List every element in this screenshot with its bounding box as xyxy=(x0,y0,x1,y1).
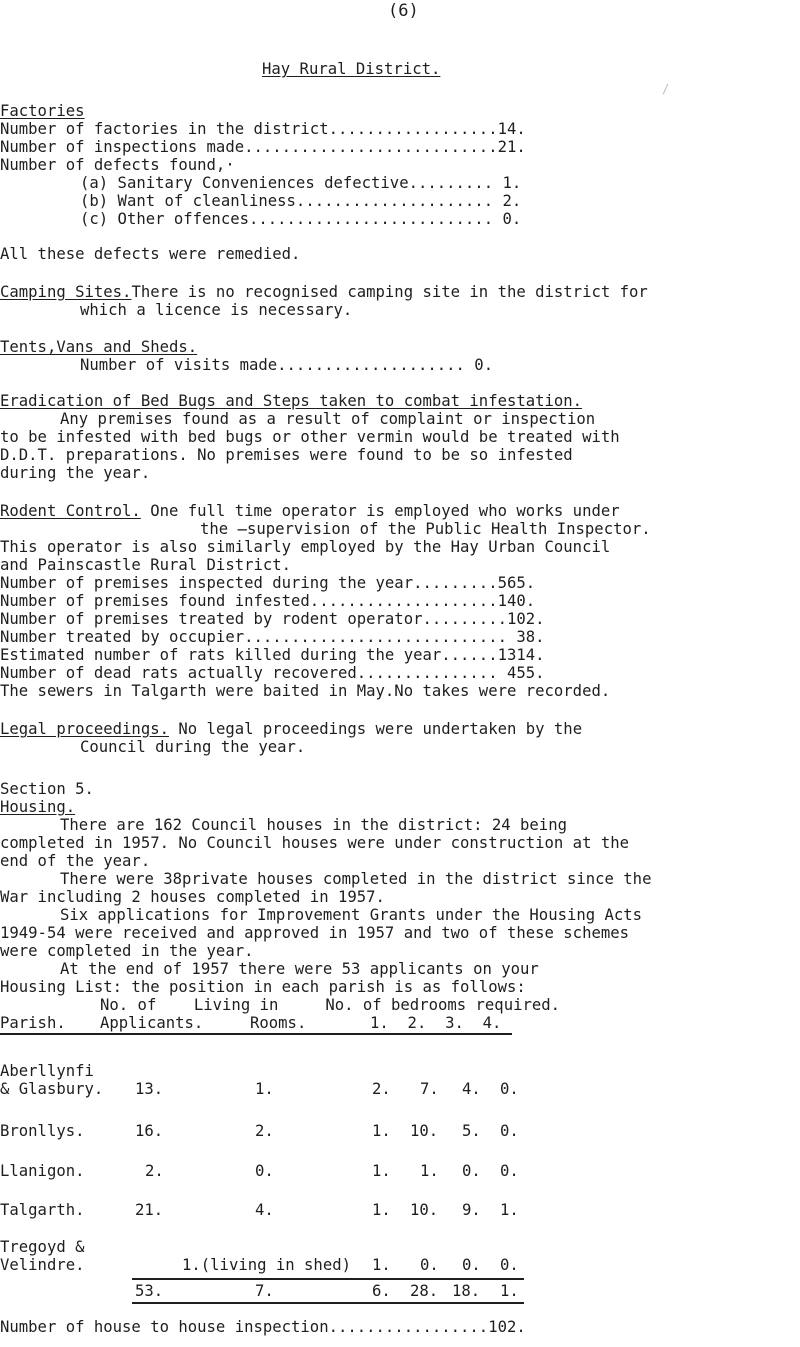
row-applicants: 13. xyxy=(135,1080,164,1098)
row-parish-cont: & Glasbury. xyxy=(0,1080,104,1098)
table-header-rule xyxy=(0,1033,512,1035)
defects-remedied-line: All these defects were remedied. xyxy=(0,245,301,263)
row-parish: Bronllys. xyxy=(0,1122,85,1140)
row-bed3: 0. xyxy=(462,1162,481,1180)
totals-rule-top xyxy=(132,1278,524,1280)
row-bed1: 1. xyxy=(372,1256,391,1274)
legal-line-2: Council during the year. xyxy=(80,738,306,756)
totals-rule-bottom xyxy=(132,1302,524,1304)
camping-heading: Camping Sites. xyxy=(0,283,132,301)
legal-text-1: No legal proceedings were undertaken by the xyxy=(169,720,583,738)
row-parish: Tregoyd & xyxy=(0,1238,85,1256)
bedbugs-heading: Eradication of Bed Bugs and Steps taken to combat infestation. xyxy=(0,392,583,410)
table-header-rooms: Rooms. xyxy=(250,1014,307,1032)
row-bed1: 1. xyxy=(372,1162,391,1180)
legal-heading: Legal proceedings. xyxy=(0,720,169,738)
table-header-parish: Parish. xyxy=(0,1014,66,1032)
row-bed2: 10. xyxy=(410,1201,439,1219)
tents-heading: Tents,Vans and Sheds. xyxy=(0,338,198,356)
table-header-bedrooms: 1. 2. 3. 4. xyxy=(370,1014,502,1032)
row-bed4: 0. xyxy=(500,1256,519,1274)
housing-para-4: There were 38private houses completed in the district since the xyxy=(60,870,652,888)
row-bed4: 1. xyxy=(500,1201,519,1219)
row-bed3: 0. xyxy=(462,1256,481,1274)
factories-count-line: Number of factories in the district..................14. xyxy=(0,120,526,138)
row-rooms: 1.(living in shed) xyxy=(182,1256,351,1274)
row-bed4: 0. xyxy=(500,1122,519,1140)
rodent-heading: Rodent Control. xyxy=(0,502,141,520)
row-bed3: 5. xyxy=(462,1122,481,1140)
row-rooms: 0. xyxy=(255,1162,274,1180)
row-bed4: 0. xyxy=(500,1080,519,1098)
table-header-row-1: No. of Living in No. of bedrooms required. xyxy=(100,996,561,1014)
total-bed3: 18. xyxy=(452,1282,481,1300)
row-rooms: 4. xyxy=(255,1201,274,1219)
housing-para-9: At the end of 1957 there were 53 applicants on your xyxy=(60,960,539,978)
defects-found-line: Number of defects found,· xyxy=(0,156,235,174)
row-bed4: 0. xyxy=(500,1162,519,1180)
row-bed1: 1. xyxy=(372,1122,391,1140)
row-parish: Llanigon. xyxy=(0,1162,85,1180)
page-title: Hay Rural District. xyxy=(262,60,441,78)
row-bed1: 2. xyxy=(372,1080,391,1098)
rodent-treated-occupier: Number treated by occupier............................ 38. xyxy=(0,628,545,646)
legal-line-1 xyxy=(0,720,582,738)
row-bed1: 1. xyxy=(372,1201,391,1219)
row-applicants: 21. xyxy=(135,1201,164,1219)
total-bed2: 28. xyxy=(410,1282,439,1300)
house-inspection-line: Number of house to house inspection.................102. xyxy=(0,1318,526,1336)
rodent-line-3: This operator is also similarly employed by the Hay Urban Council xyxy=(0,538,611,556)
row-bed2: 10. xyxy=(410,1122,439,1140)
rodent-premises-inspected: Number of premises inspected during the year.........565. xyxy=(0,574,536,592)
row-applicants: 16. xyxy=(135,1122,164,1140)
row-rooms: 2. xyxy=(255,1122,274,1140)
housing-para-2: completed in 1957. No Council houses were under construction at the xyxy=(0,834,630,852)
rodent-dead-rats: Number of dead rats actually recovered............... 455. xyxy=(0,664,545,682)
table-header-applicants: Applicants. xyxy=(100,1014,204,1032)
row-applicants: 2. xyxy=(145,1162,164,1180)
bedbugs-line-3: D.D.T. preparations. No premises were found to be so infested xyxy=(0,446,573,464)
housing-heading: Housing. xyxy=(0,798,76,816)
total-applicants: 53. xyxy=(135,1282,164,1300)
camping-line-1 xyxy=(0,283,648,301)
camping-text-1: There is no recognised camping site in the district for xyxy=(131,283,648,301)
bedbugs-line-1: Any premises found as a result of complaint or inspection xyxy=(60,410,596,428)
rodent-premises-infested: Number of premises found infested....................140. xyxy=(0,592,536,610)
camping-line-2: which a licence is necessary. xyxy=(80,301,353,319)
rodent-sewers-line: The sewers in Talgarth were baited in May.No takes were recorded. xyxy=(0,682,611,700)
inspections-count-line: Number of inspections made...........................21. xyxy=(0,138,526,156)
row-parish: Talgarth. xyxy=(0,1201,85,1219)
bedbugs-line-2: to be infested with bed bugs or other vermin would be treated with xyxy=(0,428,620,446)
total-bed1: 6. xyxy=(372,1282,391,1300)
housing-para-7: 1949-54 were received and approved in 1957 and two of these schemes xyxy=(0,924,630,942)
housing-para-5: War including 2 houses completed in 1957. xyxy=(0,888,385,906)
defect-cleanliness-line: (b) Want of cleanliness..................... 2. xyxy=(80,192,522,210)
housing-para-1: There are 162 Council houses in the district: 24 being xyxy=(60,816,567,834)
factories-heading: Factories xyxy=(0,102,85,120)
row-bed3: 4. xyxy=(462,1080,481,1098)
housing-para-8: were completed in the year. xyxy=(0,942,254,960)
section5-heading: Section 5. xyxy=(0,780,94,798)
total-bed4: 1. xyxy=(500,1282,519,1300)
housing-para-10: Housing List: the position in each parish is as follows: xyxy=(0,978,526,996)
total-rooms: 7. xyxy=(255,1282,274,1300)
bedbugs-line-4: during the year. xyxy=(0,464,151,482)
row-bed2: 1. xyxy=(420,1162,439,1180)
rodent-text-1: One full time operator is employed who works under xyxy=(140,502,620,520)
row-bed2: 0. xyxy=(420,1256,439,1274)
page-number: (6) xyxy=(388,1,419,21)
defect-sanitary-line: (a) Sanitary Conveniences defective......... 1. xyxy=(80,174,522,192)
scan-speck: / xyxy=(662,82,670,96)
rodent-rats-killed: Estimated number of rats killed during the year......1314. xyxy=(0,646,545,664)
rodent-line-2: the ̶supervision of the Public Health Inspector. xyxy=(200,520,651,538)
row-bed3: 9. xyxy=(462,1201,481,1219)
rodent-line-4: and Painscastle Rural District. xyxy=(0,556,292,574)
housing-para-6: Six applications for Improvement Grants under the Housing Acts xyxy=(60,906,643,924)
row-parish-cont: Velindre. xyxy=(0,1256,85,1274)
row-rooms: 1. xyxy=(255,1080,274,1098)
housing-para-3: end of the year. xyxy=(0,852,151,870)
row-parish: Aberllynfi xyxy=(0,1062,94,1080)
rodent-line-1 xyxy=(0,502,620,520)
tents-visits-line: Number of visits made.................... 0. xyxy=(80,356,494,374)
row-bed2: 7. xyxy=(420,1080,439,1098)
rodent-premises-treated: Number of premises treated by rodent operator.........102. xyxy=(0,610,545,628)
defect-other-line: (c) Other offences.......................... 0. xyxy=(80,210,522,228)
